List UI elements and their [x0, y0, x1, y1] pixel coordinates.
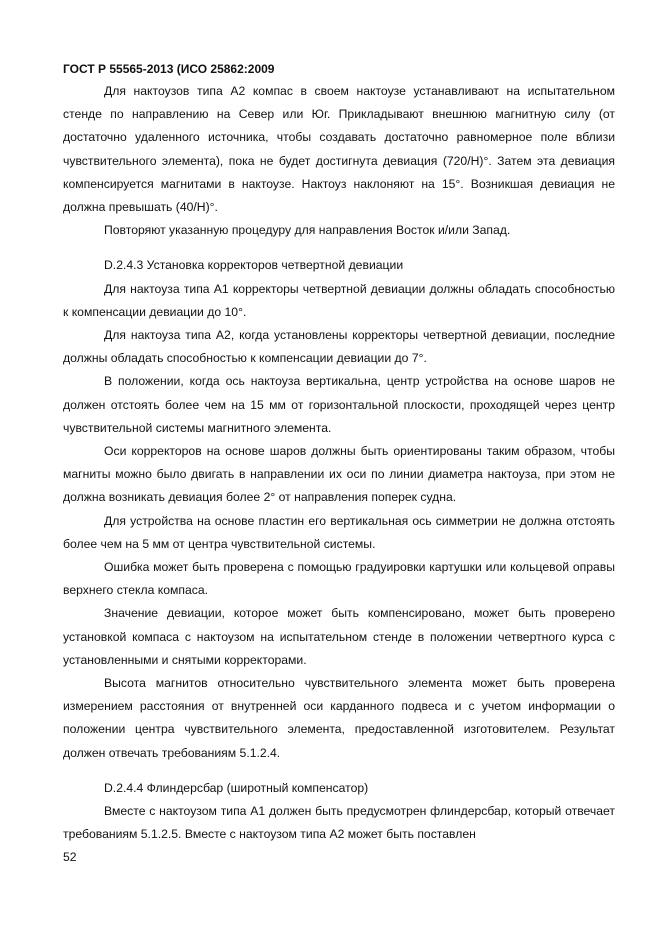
paragraph-error-check: Ошибка может быть проверена с помощью градуировки картушки или кольцевой оправы верхнего стекла компаса.: [63, 560, 615, 598]
paragraph-flindersbar: Вместе с нактоузом типа А1 должен быть предусмотрен флиндерсбар, который отвечает требованиям 5.1.2.5. Вместе с нактоузом типа А2 может быть поставлен: [63, 804, 615, 842]
paragraph-a2-correctors: Для нактоуза типа А2, когда установлены корректоры четвертной девиации, последние должны обладать способностью к компенсации девиации до 7°.: [63, 328, 615, 366]
section-heading-d243: D.2.4.3 Установка корректоров четвертной девиации: [104, 258, 404, 273]
paragraph-magnet-height: Высота магнитов относительно чувствительного элемента может быть проверена измерением расстояния от внутренней оси карданного подвеса и с учетом информации о положении центра чувствительного элемента, предоставленной изготовителем. Результат должен отвечать требованиям 5.1.2.4.: [63, 676, 615, 760]
paragraph-sphere-axes: Оси корректоров на основе шаров должны быть ориентированы таким образом, чтобы магниты можно было двигать в направлении их оси по линии диаметра нактоуза, при этом не должна возникать девиация более 2° от направления поперек судна.: [63, 444, 615, 505]
paragraph-sphere-position: В положении, когда ось нактоуза вертикальна, центр устройства на основе шаров не должен отстоять более чем на 15 мм от горизонтальной плоскости, проходящей через центр чувствительной системы магнитного элемента.: [63, 374, 615, 435]
paragraph-a2-test-procedure: Для нактоузов типа А2 компас в своем нактоузе устанавливают на испытательном стенде по направлению на Север или Юг. Прикладывают внешнюю магнитную силу (от достаточно удаленного источника, чтобы создавать достаточно равномерное поле вблизи чувствительного элемента), пока не будет достигнута девиация (720/H)°. Затем эта девиация компенсируется магнитами в нактоузе. Нактоуз наклоняют на 15°. Возникшая девиация не должна превышать (40/H)°.: [63, 84, 615, 215]
paragraph-a1-correctors: Для нактоуза типа А1 корректоры четвертной девиации должны обладать способностью к компенсации девиации до 10°.: [63, 281, 615, 319]
paragraph-deviation-check: Значение девиации, которое может быть компенсировано, может быть проверено установкой компаса с нактоузом на испытательном стенде в положении четвертного курса с установленными и снятыми корректорами.: [63, 606, 615, 667]
section-heading-d244: D.2.4.4 Флиндерсбар (широтный компенсатор): [104, 780, 369, 795]
paragraph-plate-axis: Для устройства на основе пластин его вертикальная ось симметрии не должна отстоять более чем на 5 мм от центра чувствительной системы.: [63, 513, 615, 551]
paragraph-repeat-procedure: Повторяют указанную процедуру для направления Восток и/или Запад.: [104, 223, 511, 238]
document-header: ГОСТ Р 55565-2013 (ИСО 25862:2009: [63, 62, 275, 76]
document-page: [63, 58, 615, 847]
page-number: 52: [63, 850, 77, 864]
